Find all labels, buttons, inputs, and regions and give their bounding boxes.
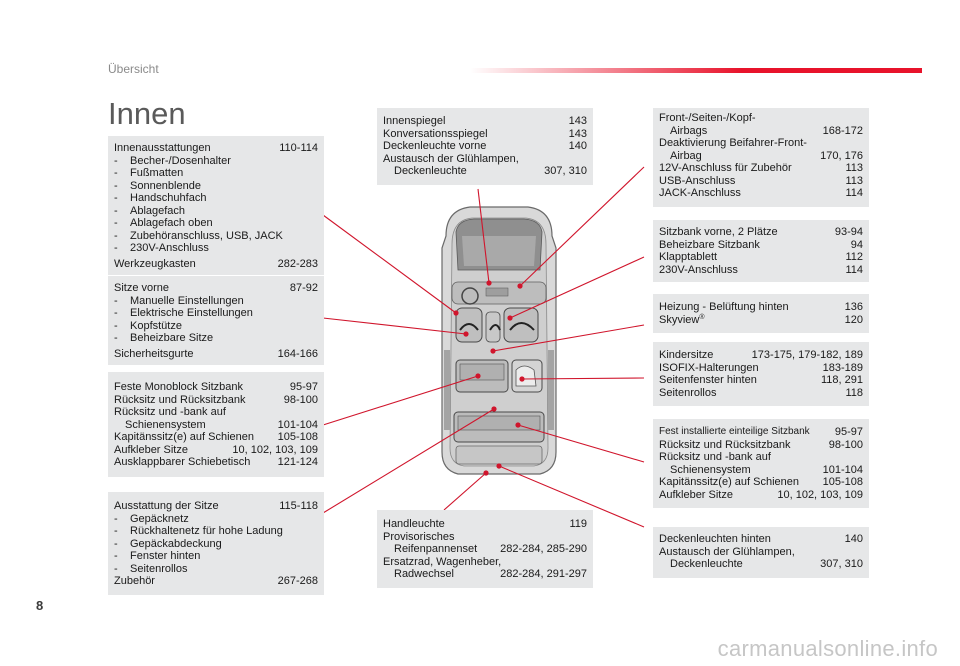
row: Aufkleber Sitze 10, 102, 103, 109 bbox=[659, 488, 863, 501]
row: Schienensystem 101-104 bbox=[125, 418, 318, 431]
row: Heizung - Belüftung hinten 136 bbox=[659, 301, 863, 313]
row: Kapitänssitz(e) auf Schienen 105-108 bbox=[114, 431, 318, 443]
row: Rücksitz und Rücksitzbank 98-100 bbox=[659, 438, 863, 451]
row: Fest installierte einteilige Sitzbank 95-97 bbox=[659, 426, 863, 438]
list-item: - Fenster hinten bbox=[114, 550, 201, 562]
row: Rücksitz und Rücksitzbank 98-100 bbox=[114, 393, 318, 406]
row: Seitenfenster hinten 118, 291 bbox=[659, 374, 863, 386]
row-label: Austausch der Glühlampen, bbox=[383, 152, 519, 165]
row-label: Front-/Seiten-/Kopf- bbox=[659, 112, 756, 124]
row: Airbags 168-172 bbox=[670, 124, 863, 137]
row: Schienensystem 101-104 bbox=[670, 463, 863, 476]
row: Sitze vorne 87-92 bbox=[114, 282, 318, 294]
list-item: - Manuelle Einstellungen bbox=[114, 294, 244, 307]
van-top-view bbox=[442, 207, 556, 474]
list-item: - Elektrische Einstellungen bbox=[114, 307, 253, 319]
rear-heating-box bbox=[653, 294, 869, 333]
row: Kindersitze 173-175, 179-182, 189 bbox=[659, 349, 863, 361]
registered-mark: ® bbox=[699, 313, 705, 321]
row: Deckenleuchten hinten 140 bbox=[659, 533, 863, 545]
row-label: Deaktivierung Beifahrer-Front- bbox=[659, 137, 807, 149]
watermark: carmanualsonline.info bbox=[717, 636, 938, 661]
rear-bench-box bbox=[108, 372, 324, 477]
row: Klapptablett 112 bbox=[659, 251, 863, 263]
row: Airbag 170, 176 bbox=[670, 149, 863, 162]
row-label: Austausch der Glühlampen, bbox=[659, 545, 795, 558]
list-item: - Fußmatten bbox=[114, 167, 184, 179]
list-item: - Rückhaltenetz für hohe Ladung bbox=[114, 525, 283, 537]
row: Sitzbank vorne, 2 Plätze 93-94 bbox=[659, 226, 863, 238]
row: Kapitänssitz(e) auf Schienen 105-108 bbox=[659, 476, 863, 488]
row: 230V-Anschluss 114 bbox=[659, 263, 863, 276]
row: Werkzeugkasten 282-283 bbox=[114, 257, 318, 270]
section-label: Übersicht bbox=[108, 62, 159, 76]
tools-box bbox=[377, 510, 593, 588]
list-item: - Becher-/Dosenhalter bbox=[114, 154, 231, 167]
row-label: Rücksitz und -bank auf bbox=[114, 406, 226, 418]
row: Sicherheitsgurte 164-166 bbox=[114, 347, 318, 360]
row: Radwechsel 282-284, 291-297 bbox=[394, 568, 587, 580]
row-label: Rücksitz und -bank auf bbox=[659, 451, 771, 463]
row: Aufkleber Sitze 10, 102, 103, 109 bbox=[114, 443, 318, 456]
list-item: - Beheizbare Sitze bbox=[114, 332, 214, 344]
list-item: - 230V-Anschluss bbox=[114, 242, 209, 254]
page-title: Innen bbox=[108, 96, 186, 131]
front-bench-box bbox=[653, 220, 869, 282]
row: Ausklappbarer Schiebetisch 121-124 bbox=[114, 456, 318, 468]
row: JACK-Anschluss 114 bbox=[659, 187, 863, 199]
row: Deckenleuchte 307, 310 bbox=[670, 558, 863, 570]
list-item: - Ablagefach oben bbox=[114, 217, 213, 229]
row: Feste Monoblock Sitzbank 95-97 bbox=[114, 381, 318, 393]
row: Konversationsspiegel 143 bbox=[383, 127, 587, 140]
page-number: 8 bbox=[36, 598, 44, 613]
front-seats-box bbox=[108, 276, 324, 365]
row: Beheizbare Sitzbank 94 bbox=[659, 238, 863, 251]
list-item: - Gepäckabdeckung bbox=[114, 537, 222, 550]
row: Deckenleuchte 307, 310 bbox=[394, 165, 587, 177]
list-item: - Seitenrollos bbox=[114, 562, 188, 575]
row: Handleuchte 119 bbox=[383, 518, 587, 530]
list-item: - Sonnenblende bbox=[114, 179, 201, 192]
row: USB-Anschluss 113 bbox=[659, 174, 863, 187]
airbags-box bbox=[653, 108, 869, 207]
interior-equipment-box bbox=[108, 136, 324, 275]
row: 12V-Anschluss für Zubehör 113 bbox=[659, 162, 863, 174]
list-item: - Ablagefach bbox=[114, 204, 186, 217]
rear-lighting-box bbox=[653, 527, 869, 578]
row: Reifenpannenset 282-284, 285-290 bbox=[394, 543, 587, 555]
fixed-bench-box bbox=[653, 419, 869, 508]
mirror-lighting-box bbox=[377, 108, 593, 185]
child-seats-box bbox=[653, 342, 869, 406]
list-item: - Zubehöranschluss, USB, JACK bbox=[114, 229, 283, 242]
row: ISOFIX-Halterungen 183-189 bbox=[659, 361, 863, 374]
row: Skyview® 120 bbox=[659, 313, 863, 326]
row: Seitenrollos 118 bbox=[659, 386, 863, 399]
row: Innenspiegel 143 bbox=[383, 115, 587, 127]
list-item: - Kopfstütze bbox=[114, 319, 182, 332]
list-item: - Gepäcknetz bbox=[114, 512, 189, 525]
row: Ausstattung der Sitze 115-118 bbox=[114, 500, 318, 512]
row-label: Ersatzrad, Wagenheber, bbox=[383, 555, 502, 568]
row: Innenausstattungen 110-114 bbox=[114, 142, 318, 154]
row-label: Provisorisches bbox=[383, 530, 455, 543]
seat-equipment-box bbox=[108, 492, 324, 595]
list-item: - Handschuhfach bbox=[114, 192, 207, 204]
row: Deckenleuchte vorne 140 bbox=[383, 140, 587, 152]
row: Zubehör 267-268 bbox=[114, 575, 318, 587]
